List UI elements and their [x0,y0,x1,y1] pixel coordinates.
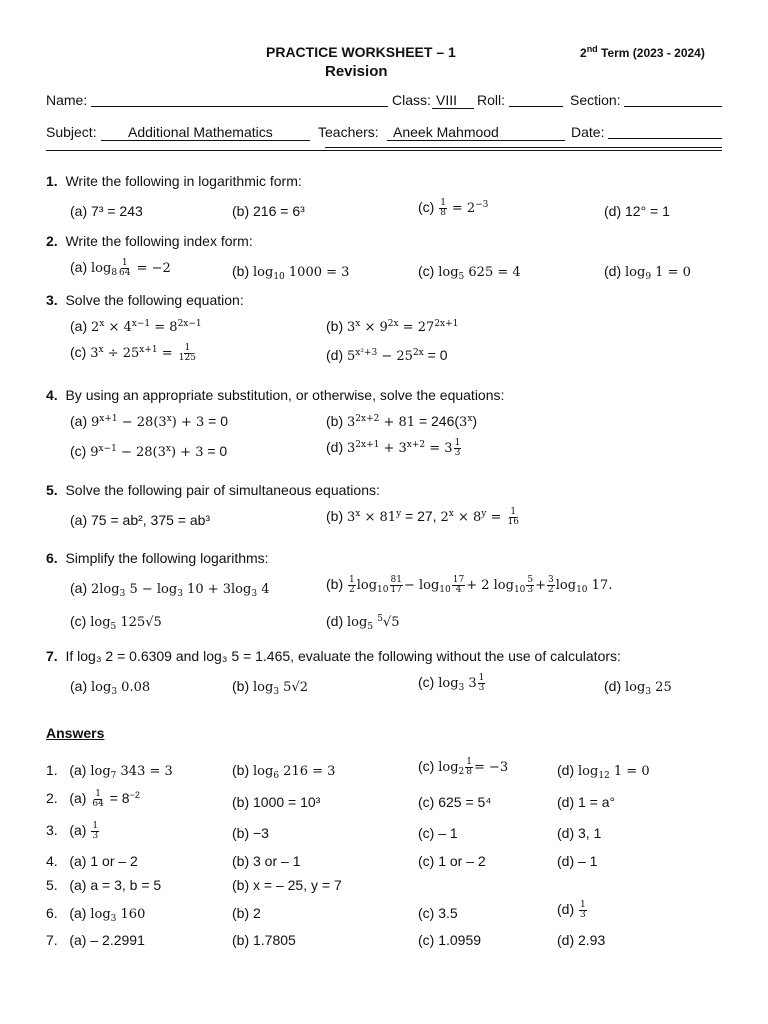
q5-a: (a) 75 = ab², 375 = ab³ [70,512,211,528]
class-label: Class: [392,92,431,108]
subject-label: Subject: [46,124,97,140]
answer-4-a: 4. (a) 1 or – 2 [46,853,138,869]
answer-6-d: (d) $\frac{1}{3}$ [557,900,586,920]
subject-value[interactable]: Additional Mathematics [101,124,310,141]
answer-3-b: (b) −3 [232,825,269,841]
question-3: 3. Solve the following equation: [46,292,244,308]
q7-c: (c) $\log_3 3$ $\frac{1}{3}$ [418,673,485,694]
answer-4-b: (b) 3 or – 1 [232,853,301,869]
q1-c: (c) $\frac{1}{8}$ = $2^{-3}$ [418,198,489,218]
header-divider-upper [325,147,722,148]
answer-6-b: (b) 2 [232,905,261,921]
q3-b: (b) $3^x \times 9^{2x} = 27^{2x+1}$ [326,318,459,335]
teachers-value[interactable]: Aneek Mahmood [387,124,565,141]
term-label: 2nd Term (2023 - 2024) [580,44,705,60]
answer-3-c: (c) – 1 [418,825,458,841]
q7-d: (d) $\log_3 25$ [604,678,672,697]
teachers-label: Teachers: [318,124,379,140]
question-6: 6. Simplify the following logarithms: [46,550,269,566]
answer-2-d: (d) 1 = a° [557,794,616,810]
q1-b: (b) 216 = 6³ [232,203,305,219]
header-divider [46,150,722,151]
worksheet-subtitle: Revision [325,63,388,80]
answer-3-a: 3. (a) $\frac{1}{3}$ [46,821,99,841]
q6-c: (c) $\log_5 125√5$ [70,613,162,632]
date-label: Date: [571,124,605,140]
question-5: 5. Solve the following pair of simultaneous equations: [46,482,380,498]
q2-d: (d) $\log_9 1 = 0$ [604,263,691,282]
answer-1-c: (c) $\log_2$ $\frac{1}{8}$ = −3 [418,757,509,778]
q7-b: (b) $\log_3 5√2$ [232,678,309,697]
q6-a: (a) $2\log_3$ $5 - \log_3 10 + 3\log_3$ 4 [70,580,270,599]
q4-c: (c) $9^{x-1} - 28(3^x) + 3 = 0$ [70,443,228,460]
class-value[interactable]: VIII [432,92,474,109]
answer-7-c: (c) 1.0959 [418,932,482,948]
q4-a: (a) $9^{x+1} - 28(3^x) + 3 = 0$ [70,413,228,430]
q3-c: (c) $3^x \div 25^{x+1}$ = $\frac{1}{125}$ [70,343,196,363]
question-1: 1. Write the following in logarithmic form: [46,173,302,189]
answers-heading: Answers [46,725,105,741]
q4-d: (d) $3^{2x+1} + 3^{x+2} = 3$ $\frac{1}{3}$ [326,438,461,458]
roll-field[interactable] [509,106,563,107]
question-2: 2. Write the following index form: [46,233,253,249]
answer-5-a: 5. (a) a = 3, b = 5 [46,877,162,893]
q3-a: (a) $2^x \times 4^{x-1} = 8^{2x-1}$ [70,318,202,335]
q2-b: (b) $\log_{10} 1000 = 3$ [232,263,350,282]
worksheet-title: PRACTICE WORKSHEET – 1 [266,44,456,60]
q6-d: (d) $\log_5 ^5√5$ [326,613,400,632]
answer-5-b: (b) x = – 25, y = 7 [232,877,342,893]
section-label: Section: [570,92,621,108]
roll-label: Roll: [477,92,506,108]
answer-6-c: (c) 3.5 [418,905,458,921]
q3-d: (d) $5^{x^2+3} - 25^{2x} = 0$ [326,347,448,364]
question-4: 4. By using an appropriate substitution, or otherwise, solve the equations: [46,387,505,403]
answer-7-a: 7. (a) – 2.2991 [46,932,145,948]
date-field[interactable] [608,138,722,139]
answer-2-b: (b) 1000 = 10³ [232,794,321,810]
q2-a: (a) $\log_8$ $\frac{1}{64}$ = −2 [70,258,171,279]
q1-a: (a) 7³ = 243 [70,203,143,219]
answer-4-c: (c) 1 or – 2 [418,853,486,869]
answer-6-a: 6. (a) $\log_3 160$ [46,905,146,924]
answer-1-d: (d) $\log_{12} 1 = 0$ [557,762,650,781]
answer-2-a: 2. (a) $\frac{1}{64}$ = $8^{-2}$ [46,789,140,809]
answer-2-c: (c) 625 = 5⁴ [418,794,492,810]
answer-1-a: 1. (a) $\log_7 343 = 3$ [46,762,173,781]
answer-7-d: (d) 2.93 [557,932,606,948]
name-label: Name: [46,92,88,108]
answer-7-b: (b) 1.7805 [232,932,296,948]
q4-b: (b) $3^{2x+2} + 81 = 246(3^x)$ [326,413,478,430]
name-field[interactable] [91,106,388,107]
q7-a: (a) $\log_3 0.08$ [70,678,151,697]
q5-b: (b) $3^x \times 81^y = 27$, $2^x \times 8^y$ = $\frac{1}{16}$ [326,507,519,527]
answer-4-d: (d) – 1 [557,853,598,869]
q1-d: (d) 12° = 1 [604,203,670,219]
q6-b: (b) $\frac{1}{2}$ $\log_{10}$ $\frac{81}{17}$ − $\log_{10}$ $\frac{17}{4}$ + 2 $\log_{10}$ $\frac{5}{3}$ + $\frac{3}{2}$ $\log_{10} 17$. [326,575,613,596]
answer-3-d: (d) 3, 1 [557,825,602,841]
section-field[interactable] [624,106,722,107]
answer-1-b: (b) $\log_6 216 = 3$ [232,762,336,781]
question-7: 7. If log₃ 2 = 0.6309 and log₃ 5 = 1.465, evaluate the following without the use of calculators: [46,648,621,664]
q2-c: (c) $\log_5 625 = 4$ [418,263,521,282]
